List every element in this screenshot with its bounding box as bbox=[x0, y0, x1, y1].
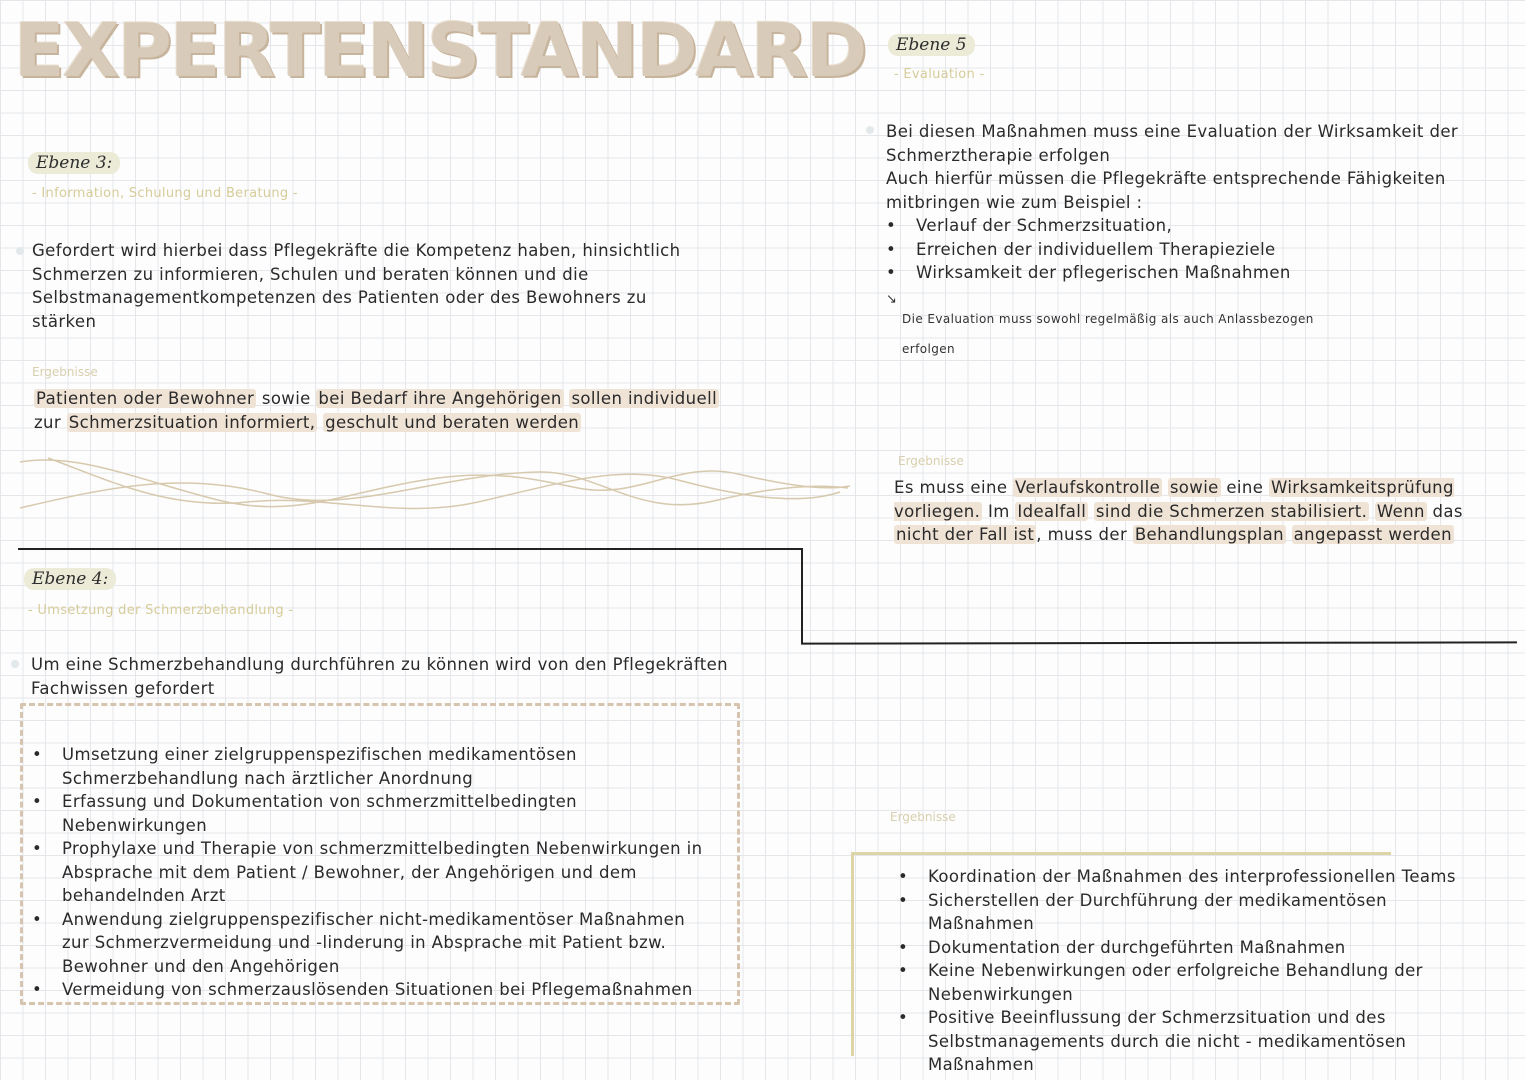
bracket-line bbox=[851, 852, 854, 1056]
highlight: bei Bedarf ihre Angehörigen bbox=[318, 389, 562, 408]
list-item: • Prophylaxe und Therapie von schmerzmittelbedingten Nebenwirkungen in Absprache mit dem Patient / Bewohner, der Angehörigen und dem behandelnden Arzt bbox=[32, 837, 712, 908]
ebene4-label: Ebene 4: bbox=[24, 568, 116, 590]
highlight: sowie bbox=[1169, 478, 1219, 497]
ebene4-ergebnisse-label: Ergebnisse bbox=[890, 810, 956, 824]
highlight: angepasst werden bbox=[1293, 525, 1452, 544]
highlight: sollen individuell bbox=[571, 389, 718, 408]
text-span bbox=[1088, 502, 1094, 521]
ebene3-label: Ebene 3: bbox=[28, 152, 120, 174]
ebene5-ergebnisse-label: Ergebnisse bbox=[898, 454, 964, 468]
wave-decoration bbox=[18, 450, 858, 530]
text-span: Im bbox=[982, 501, 1016, 521]
list-item: • Anwendung zielgruppenspezifischer nicht-medikamentöser Maßnahmen zur Schmerzvermeidung und -linderung in Absprache mit Patient bzw. Bewohner und den Angehörigen bbox=[32, 908, 712, 979]
ebene5-list bbox=[886, 214, 1486, 285]
bullet-dot-icon bbox=[11, 660, 19, 668]
ebene5-note: Die Evaluation muss sowohl regelmäßig als auch Anlassbezogen erfolgen bbox=[902, 312, 1314, 356]
highlight: Verlaufskontrolle bbox=[1015, 478, 1161, 497]
ebene3-subtitle: - Information, Schulung und Beratung - bbox=[32, 186, 298, 201]
list-item: • Sicherstellen der Durchführung der medikamentösen Maßnahmen bbox=[898, 889, 1498, 936]
divider-line bbox=[801, 641, 1517, 644]
divider-line bbox=[18, 548, 802, 550]
text-span: zur bbox=[34, 412, 67, 432]
highlight: geschult und beraten werden bbox=[325, 412, 580, 432]
highlight: Idealfall bbox=[1017, 501, 1087, 521]
bullet-dot-icon bbox=[16, 247, 24, 255]
list-item: • Dokumentation der durchgeführten Maßnahmen bbox=[898, 936, 1498, 960]
list-item: • Verlauf der Schmerzsituation, bbox=[886, 214, 1486, 238]
text-span: eine bbox=[1220, 478, 1269, 497]
ebene4-ergebnisse-list bbox=[898, 865, 1498, 1077]
ebene5-text2: Auch hierfür müssen die Pflegekräfte entsprechende Fähigkeiten mitbringen wie zum Beispiel : bbox=[886, 169, 1446, 212]
ebene4-text: Um eine Schmerzbehandlung durchführen zu können wird von den Pflegekräften Fachwissen gefordert bbox=[31, 655, 729, 698]
text-span bbox=[1162, 478, 1168, 497]
ebene5-text1: Bei diesen Maßnahmen muss eine Evaluation der Wirksamkeit der Schmerztherapie erfolgen bbox=[886, 122, 1459, 165]
ebene3-ergebnisse-text bbox=[34, 387, 734, 434]
list-item: • Positive Beeinflussung der Schmerzsituation und des Selbstmanagements durch die nicht - medikamentösen Maßnahmen bbox=[898, 1006, 1498, 1077]
highlight: Wenn bbox=[1376, 501, 1425, 521]
text-span: Es muss eine bbox=[894, 478, 1014, 497]
divider-line bbox=[801, 548, 803, 644]
list-item: • Erreichen der individuellem Therapieziele bbox=[886, 238, 1486, 262]
text-span: das bbox=[1426, 501, 1463, 521]
list-item: • Koordination der Maßnahmen des interprofessionellen Teams bbox=[898, 865, 1498, 889]
highlight: Patienten oder Bewohner bbox=[36, 389, 255, 408]
list-item: • Umsetzung einer zielgruppenspezifischen medikamentösen Schmerzbehandlung nach ärztlicher Anordnung bbox=[32, 743, 712, 790]
bullet-dot-icon bbox=[866, 126, 874, 134]
list-item: • Vermeidung von schmerzauslösenden Situationen bei Pflegemaßnahmen bbox=[32, 978, 712, 1002]
bracket-line bbox=[851, 852, 1391, 855]
page-title: EXPERTENSTANDARD bbox=[14, 8, 866, 94]
highlight: sind die Schmerzen stabilisiert. bbox=[1095, 501, 1368, 521]
ebene4-subtitle: - Umsetzung der Schmerzbehandlung - bbox=[28, 603, 294, 618]
ebene3-text: Gefordert wird hierbei dass Pflegekräfte die Kompetenz haben, hinsichtlich Schmerzen zu informieren, Schulen und beraten können und die Selbstmanagementkompetenzen des Patienten oder des Bewohners zu stärken bbox=[32, 241, 681, 331]
text-span: , muss der bbox=[1036, 525, 1133, 544]
list-item: • Erfassung und Dokumentation von schmerzmittelbedingten Nebenwirkungen bbox=[32, 790, 712, 837]
arrow-icon: ↘ bbox=[886, 292, 898, 307]
highlight: Wirksamkeitsprüfung vorliegen. bbox=[894, 478, 1454, 521]
ebene5-ergebnisse-text bbox=[894, 476, 1504, 547]
highlight: nicht der Fall ist bbox=[896, 525, 1035, 544]
ebene5-subtitle: - Evaluation - bbox=[894, 67, 985, 82]
ebene5-label: Ebene 5 bbox=[888, 34, 975, 56]
list-item: • Wirksamkeit der pflegerischen Maßnahmen bbox=[886, 261, 1486, 285]
ebene4-list bbox=[32, 743, 712, 1002]
text-span bbox=[1286, 525, 1292, 544]
ebene3-ergebnisse-label: Ergebnisse bbox=[32, 365, 98, 379]
highlight: Behandlungsplan bbox=[1134, 525, 1284, 544]
highlight: Schmerzsituation informiert, bbox=[68, 412, 316, 432]
list-item: • Keine Nebenwirkungen oder erfolgreiche Behandlung der Nebenwirkungen bbox=[898, 959, 1498, 1006]
text-span: sowie bbox=[256, 389, 317, 408]
